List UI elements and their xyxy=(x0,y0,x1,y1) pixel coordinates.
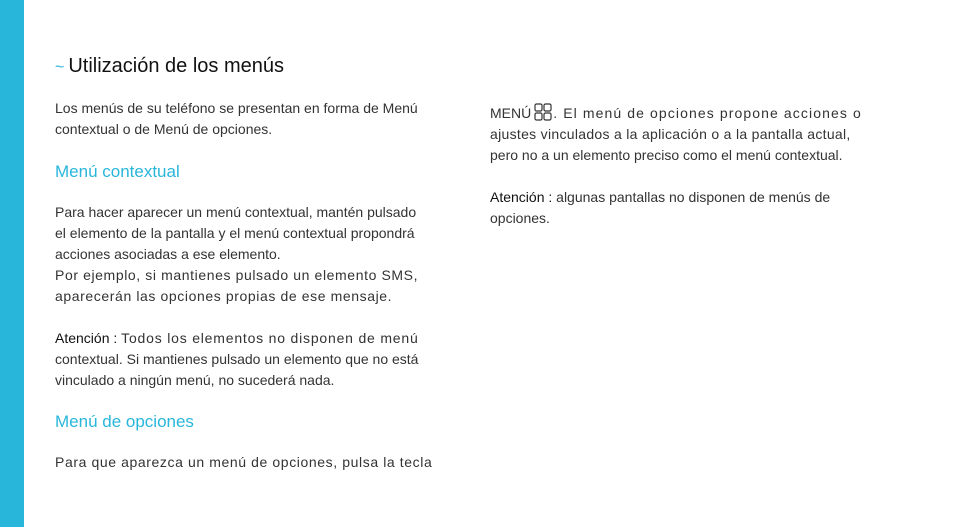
right-warning-label: Atención : xyxy=(490,189,553,205)
example-line-2: aparecerán las opciones propias de ese mensaje. xyxy=(55,288,393,304)
options-line-1: Para que aparezca un menú de opciones, pulsa la tecla xyxy=(55,454,433,470)
example-paragraph xyxy=(55,265,455,307)
side-color-bar xyxy=(0,0,24,527)
warning-label: Atención : xyxy=(55,330,118,346)
warning-line-3: vinculado a ningún menú, no sucederá nada. xyxy=(55,372,335,388)
warning-line-2: contextual. Si mantienes pulsado un elemento que no está xyxy=(55,351,419,367)
intro-paragraph xyxy=(55,98,455,140)
four-squares-menu-icon xyxy=(534,103,552,121)
intro-line-2: contextual o de Menú de opciones. xyxy=(55,121,273,137)
menu-key-label: MENÚ xyxy=(490,105,532,121)
options-line-continued-1: . El menú de opciones propone acciones o xyxy=(553,105,862,121)
right-column xyxy=(490,103,890,229)
options-paragraph-continued xyxy=(490,103,890,166)
contextual-paragraph xyxy=(55,202,455,265)
heading-menu-opciones: Menú de opciones xyxy=(55,412,194,431)
options-line-continued-3: pero no a un elemento preciso como el menú contextual. xyxy=(490,147,843,163)
page-title xyxy=(55,52,284,82)
heading-menu-contextual: Menú contextual xyxy=(55,162,180,181)
right-warning-line-1: algunas pantallas no disponen de menús de xyxy=(556,189,831,205)
page-title-text: Utilización de los menús xyxy=(68,55,284,77)
warning-line-1: Todos los elementos no disponen de menú xyxy=(121,330,419,346)
title-tilde: ~ xyxy=(55,59,65,76)
right-warning-line-2: opciones. xyxy=(490,210,550,226)
options-paragraph-start xyxy=(55,452,455,473)
left-column xyxy=(55,98,455,473)
contextual-line-3: acciones asociadas a ese elemento. xyxy=(55,246,281,262)
warning-paragraph xyxy=(55,328,455,391)
options-line-continued-2: ajustes vinculados a la aplicación o a la pantalla actual, xyxy=(490,126,851,142)
example-line-1: Por ejemplo, si mantienes pulsado un elemento SMS, xyxy=(55,267,419,283)
contextual-line-1: Para hacer aparecer un menú contextual, mantén pulsado xyxy=(55,204,417,220)
right-warning-paragraph xyxy=(490,187,890,229)
intro-line-1: Los menús de su teléfono se presentan en forma de Menú xyxy=(55,100,418,116)
contextual-line-2: el elemento de la pantalla y el menú contextual propondrá xyxy=(55,225,415,241)
